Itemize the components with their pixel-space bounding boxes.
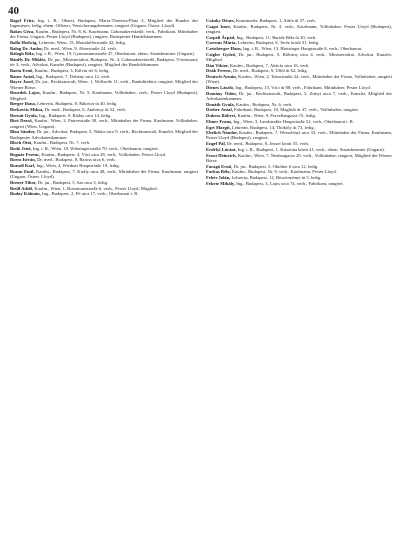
entry-name: Csánky Dénes,: [206, 18, 235, 23]
entry-name: Ernst Heinrich,: [206, 152, 237, 158]
directory-entry: [206, 119, 392, 124]
directory-entry: [206, 153, 392, 164]
directory-entry: [10, 107, 198, 112]
entry-name: Dukesz Róbert,: [206, 113, 237, 119]
directory-entry: [10, 163, 198, 168]
directory-entry: [10, 40, 198, 45]
directory-entry: [206, 35, 392, 40]
entry-name: Berger Ilona,: [10, 101, 36, 107]
entry-name: Bauer Antal,: [10, 73, 35, 79]
entry-name: Csernus Mária,: [206, 40, 237, 46]
entry-details: Lehrerin, Budapest, 6, Teréz körút 31, ledig.: [237, 40, 320, 46]
directory-entry: [10, 57, 198, 68]
directory-entry: [206, 113, 392, 118]
entry-details: Kaufm., Budapest, Nr. 5, Kaufmann, Vollinhaber, verh., Pester Lloyd (Budapest), Mitglied.: [10, 90, 198, 101]
entry-name: Buday Kálmán,: [10, 191, 41, 197]
directory-entry: [10, 129, 198, 140]
entry-details: Fabrikant, Budapest, 10, Maglódi út 47, verh., Vollinhaber, rangiert.: [234, 107, 359, 113]
entry-name: Balla Hedwig,: [10, 39, 38, 45]
entry-name: Ehrlich Nándor,: [206, 130, 238, 136]
entry-name: Dienes László,: [206, 85, 235, 91]
entry-details: Dr. jur., Rechtsanwalt, Wien, 1, Wollzeile 11, verh., Bankdirektor, rangiert, Mitglied der Wiener Börse.: [10, 79, 198, 90]
entry-details: Dr. med., Budapest, 6, Andrássy út 52, verh.: [44, 107, 126, 113]
entry-name: Deák Ferenc,: [206, 68, 232, 74]
right-column: [206, 18, 392, 186]
entry-details: Ing., Budapest, 11, Bartók Béla út 20, verh.: [236, 34, 317, 40]
entry-details: Kaufm., Budapest, 7, Akácfa utca 16, verh.: [229, 62, 310, 68]
entry-name: Czigler Győző,: [206, 51, 237, 57]
entry-details: Kaufm., Budapest, 7, Wesselényi utca 33, verh., Mitinhaber der Firma, Kaufmann, Pester Lloyd (Budapest), rangiert.: [206, 130, 392, 141]
directory-entry: [10, 113, 198, 118]
entry-details: Dr. jur., Budapest, 5, Sas utca 3, ledig.: [37, 179, 109, 185]
entry-name: Czeisberger Hans,: [206, 46, 242, 52]
entry-name: Bodó Jenő,: [10, 146, 32, 152]
entry-details: Kaufm., Budapest, Nr. 9, verh., Kaufmann, Pester Lloyd.: [231, 169, 337, 175]
entry-name: Erdélyi Lóránt,: [206, 146, 237, 152]
entry-details: Dr. med., Budapest, 8, József körút 55, verh.: [227, 141, 309, 147]
entry-name: Blau Sándor,: [10, 129, 36, 135]
entry-details: Kaufm., Budapest, Nr. 7, verh.: [33, 140, 91, 146]
entry-name: Barta Ernő,: [10, 68, 34, 74]
entry-details: Dr. jur., Advokat, Budapest, 5, Nádor utca 9, verh., Rechtsanwalt, Kanzlei, Mitglied der Budapester Advokatenkammer.: [10, 129, 198, 140]
entry-details: Kaufm., Budapest, 4, Váci utca 28, verh., Vollinhaber, Pester Lloyd.: [41, 151, 167, 157]
entry-details: Dr. jur., Rechtsanwalt, Budapest, 5, Zrínyi utca 7, verh., Kanzlei, Mitglied der Advokatenkammer.: [206, 90, 393, 102]
entry-details: Kaufm., Wien, 9, Porzellangasse 15, ledig.: [237, 113, 316, 119]
directory-entry: [10, 191, 198, 196]
entry-details: Dr. med., Budapest, 8, Baross utca 6, verh.: [37, 157, 116, 163]
entry-details: Ing. i. R., Wien, 13, Hietzinger Hauptstraße 8, verh., Oberbaurat.: [243, 46, 363, 52]
entry-name: Balog Dr. Andor,: [10, 45, 43, 51]
entry-name: Breuer Tibor,: [10, 179, 37, 185]
directory-entry: [206, 85, 392, 90]
entry-details: Dr. med., Budapest, 9, Üllői út 62, ledig.: [233, 68, 308, 74]
page-number: 40: [8, 5, 19, 17]
directory-entry: [10, 152, 198, 157]
entry-name: Faragó Ernő,: [206, 163, 233, 169]
entry-details: Ing., Budapest, 9, Ráday utca 14, ledig.: [38, 112, 112, 118]
entry-details: Dr. jur., Ministerialrat, Budapest, Nr. 4, Gabonakereskedő, Budapest, Vörösmarty tér 3, verh., Advokat, Kanzlei (Budapest), rangiert, Mitglied der Handelskammer.: [10, 57, 198, 68]
directory-entry: [206, 169, 392, 174]
entry-name: Domány Ödön,: [206, 90, 237, 96]
entry-details: Lehrerin, Wien, 15, Mariahilferstraße 42, ledig.: [38, 39, 126, 45]
directory-entry: [206, 147, 392, 152]
directory-entry: [10, 18, 198, 29]
directory-entry: [10, 118, 198, 129]
directory-entry: [206, 102, 392, 107]
directory-entry: [10, 68, 198, 73]
entry-name: Csepeli Árpád,: [206, 34, 236, 40]
entry-name: Bognár Ferenc,: [10, 151, 41, 157]
entry-details: Kaufm., Wien, 1, Rotenturmstraße 6, verh., Pester Lloyd, Mitglied.: [34, 185, 158, 191]
entry-details: Kaufm., Wien, 7, Neubaugasse 29, verh., Vollinhaber, rangiert, Mitglied der Wiener Börse.: [206, 152, 392, 163]
entry-name: Deutsch Armin,: [206, 74, 237, 80]
directory-entry: [10, 180, 198, 185]
entry-name: Farkas Béla,: [206, 169, 231, 175]
directory-entry: [206, 130, 392, 141]
entry-name: Biró Dezső,: [10, 118, 33, 124]
directory-entry: [10, 169, 198, 180]
entry-details: Ing. i. R., Wien, 18, Währingerstraße 70, verh., Oberbaurat, rangiert.: [32, 146, 159, 152]
directory-entry: [10, 101, 198, 106]
entry-details: Ing., Budapest, 2, Fő utca 17, verh., Oberbaurat i. R.: [42, 191, 139, 197]
entry-name: Dán Viktor,: [206, 62, 229, 68]
entry-details: Kaufm., Wien, 2, Praterstraße 30, verh., Mitinhaber der Firma, Kaufmann, Vollinhaber, rangiert (Wien, Ungarn).: [10, 118, 198, 129]
entry-details: Ing., Budapest, 7, Dohány utca 12, verh.: [36, 73, 111, 79]
entry-details: Ing., Budapest, 13, Váci út 88, verh., Fabrikant, Mitinhaber, Pester Lloyd.: [235, 85, 371, 91]
entry-details: Lehrerin, Budapest, 14, Thököly út 73, ledig.: [231, 124, 315, 130]
directory-entry: [206, 125, 392, 130]
entry-name: Bagel Fritz,: [10, 18, 35, 23]
entry-name: Benedek Lajos,: [10, 90, 41, 96]
entry-details: Kaufm., Wien, 2, Taborstraße 24, verh., Mitinhaber der Firma, Vollinhaber, rangiert (Wien).: [206, 74, 392, 85]
directory-entry: [206, 107, 392, 112]
directory-entry: [206, 181, 392, 186]
entry-details: Kaufm., Budapest, 3, Kálvin tér 6, ledig.: [34, 68, 110, 74]
entry-name: Berkovits Miksa,: [10, 107, 44, 113]
entry-details: Kaufm., Budapest, Nr. 8, K. Kaufmann, Gabonakereskedő, verh., Fabrikant, Mitinhaber der Firma, Ungarn, Pester Lloyd (Budapest), rangiert, Budapester Handelskammer.: [10, 28, 198, 40]
directory-entry: [10, 90, 198, 101]
directory-entry: [206, 175, 392, 180]
entry-name: Fehér Jolán,: [206, 174, 231, 180]
directory-entry: [206, 68, 392, 73]
entry-name: Brüll Adolf,: [10, 185, 34, 191]
entry-details: Ing. i. R., Wien, 19, Gymnasiumstraße 47, Oberbaurat, ehem. Staatsbeamter (Ungarn).: [35, 51, 195, 57]
directory-entry: [10, 146, 198, 151]
entry-details: Ing. i. R., Budapest, 1, Krisztina körút 41, verh., ehem. Staatsbeamter (Ungarn).: [237, 146, 385, 152]
directory-entry: [10, 74, 198, 79]
entry-name: Csapó Imre,: [206, 23, 232, 29]
directory-entry: [206, 63, 392, 68]
entry-name: Bayer Josef,: [10, 79, 35, 85]
entry-details: Lehrerin, Budapest, 12, Böszörményi út 5, ledig.: [231, 174, 322, 180]
entry-name: Brandl Karl,: [10, 163, 36, 169]
entry-name: Bánffy Dr. Miklós,: [10, 57, 47, 63]
directory-entry: [206, 40, 392, 45]
entry-details: Lehrerin, Budapest, 8, Rákóczi út 40, ledig.: [37, 101, 118, 107]
directory-entry: [206, 74, 392, 85]
entry-details: Ing. i. R., Oberst, Budapest, Maria-Theresia-Platz 3, Mitglied des Bundes der Ingenieure, ledig, ehem. Offizier, Versicherungsbeamter, rangiert (Ungarn, Österr. Lloyd).: [10, 18, 198, 29]
directory-entry: [206, 141, 392, 146]
entry-details: Kaufm., Budapest, 7, Király utca 48, verh., Mitinhaber der Firma, Kaufmann, rangiert (Ungarn, Österr. Lloyd).: [10, 168, 199, 180]
entry-name: Bernát Gyula,: [10, 112, 38, 118]
directory-entry: [206, 18, 392, 23]
entry-name: Engel Pál,: [206, 141, 226, 147]
entry-details: Dr. jur., Budapest, 5, Október 6 utca 12, ledig.: [233, 163, 319, 169]
entry-name: Boros István,: [10, 157, 36, 163]
entry-name: Balogh Béla,: [10, 51, 35, 57]
entry-details: Ing., Wien, 4, Wiedner Hauptstraße 19, ledig.: [36, 163, 120, 169]
entry-name: Dreher Antal,: [206, 107, 233, 113]
directory-entry: [10, 51, 198, 56]
directory-entry: [10, 140, 198, 145]
directory-entry: [206, 91, 392, 102]
directory-entry: [10, 157, 198, 162]
directory-entry: [206, 164, 392, 169]
entry-name: Braun Emil,: [10, 168, 35, 174]
entry-details: Kaufm., Budapest, Nr. 3, verh., Kaufmann, Vollinhaber, Pester Lloyd (Budapest), rangiert.: [206, 23, 392, 34]
directory-entry: [10, 79, 198, 90]
directory-entry: [206, 24, 392, 35]
entry-name: Bakos Géza,: [10, 28, 35, 34]
directory-entry: [10, 46, 198, 51]
entry-name: Bloch Ottó,: [10, 140, 33, 146]
entry-name: Ebner Franz,: [206, 118, 233, 124]
entry-details: Ing., Wien, 3, Landstraßer Hauptstraße 52, verh., Oberbaurat i. R.: [233, 118, 355, 124]
entry-name: Donáth Gyula,: [206, 101, 235, 107]
entry-details: Kunstmaler, Budapest, 1, Attila út 37, verh.: [236, 18, 316, 23]
entry-details: Dr. jur., Budapest, 5, Bálvány utca 4, verh., Ministerialrat, Advokat, Kanzlei, Mitglied.: [206, 51, 392, 63]
left-column: [10, 18, 198, 197]
entry-name: Egri Margit,: [206, 124, 231, 130]
entry-details: Dr. med., Wien, 9, Alserstraße 24, verh.: [44, 45, 117, 51]
directory-entry: [10, 186, 198, 191]
directory-entry: [206, 46, 392, 51]
directory-entry: [206, 52, 392, 63]
directory-entry: [10, 29, 198, 40]
entry-details: Kaufm., Budapest, Nr. 6, verh.: [236, 101, 293, 107]
entry-name: Fekete Mihály,: [206, 180, 236, 186]
entry-details: Ing., Budapest, 3, Lajos utca 74, verh., Fabrikant, rangiert.: [236, 180, 344, 186]
